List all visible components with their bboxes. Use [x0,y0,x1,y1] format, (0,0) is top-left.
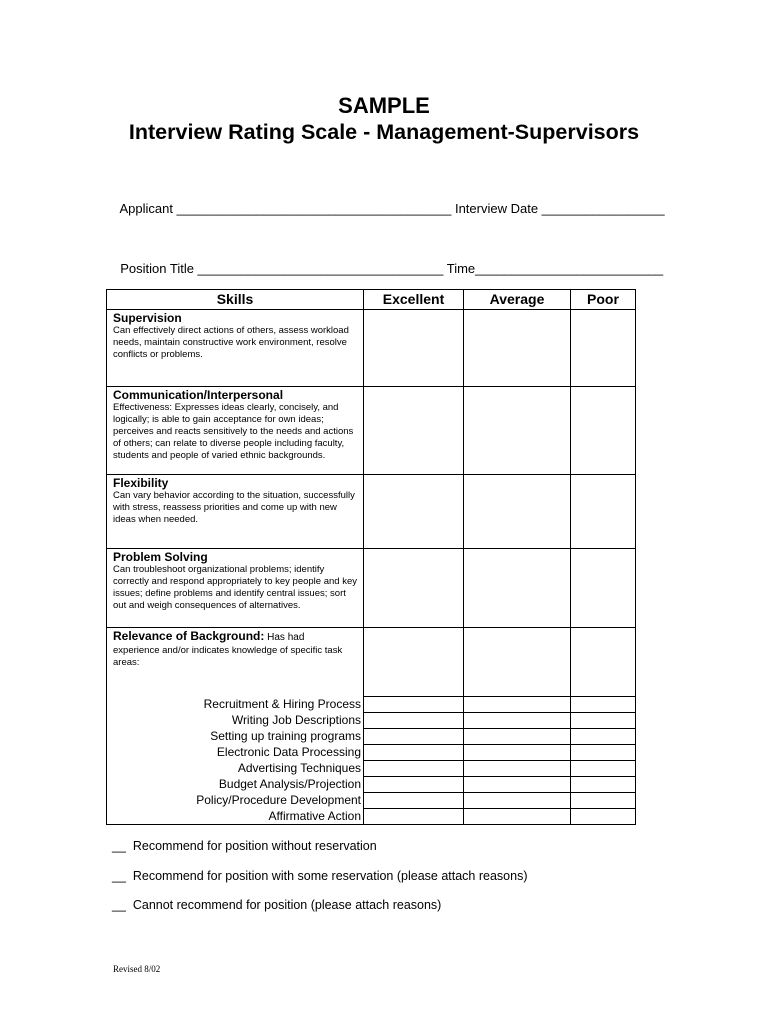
table-row [107,729,636,745]
excellent-cell[interactable] [364,777,464,793]
background-item-label: Recruitment & Hiring Process [107,697,364,713]
average-cell[interactable] [464,777,571,793]
skill-name: Flexibility [113,476,169,490]
time-field[interactable]: Time__________________________ [446,261,664,276]
skill-description: Effectiveness: Expresses ideas clearly, concisely, and logically; is able to gain acceptance for own ideas; perceives and reacts sensitively to the needs and actions of others; can relate to diverse people including faculty, students and people of varied ethnic backgrounds. [113,402,354,461]
average-cell[interactable] [464,809,571,825]
table-row-communication [107,387,636,475]
skill-cell [107,310,364,387]
excellent-cell[interactable] [364,809,464,825]
poor-cell[interactable] [571,793,636,809]
average-cell[interactable] [464,761,571,777]
excellent-cell[interactable] [364,549,464,628]
skill-name: Relevance of Background: [113,629,265,643]
average-cell[interactable] [464,310,571,387]
average-cell[interactable] [464,628,571,697]
applicant-field[interactable]: Applicant ______________________________________ [119,201,455,216]
poor-cell[interactable] [571,628,636,697]
background-item-label: Advertising Techniques [107,761,364,777]
table-row [107,761,636,777]
table-header-row [107,290,636,310]
skill-description: Can troubleshoot organizational problems; identify correctly and respond appropriately to key people and key issues; define problems and identify central issues; sort out and weigh consequences of alternatives. [113,564,357,611]
average-cell[interactable] [464,793,571,809]
skill-description-part1: Has had [264,632,305,643]
table-row-supervision [107,310,636,387]
document-title-block [0,92,768,146]
excellent-cell[interactable] [364,793,464,809]
table-row [107,697,636,713]
recommend-without-reservation[interactable]: __ Recommend for position without reservation [112,839,377,853]
poor-cell[interactable] [571,387,636,475]
background-item-label: Policy/Procedure Development [107,793,364,809]
excellent-header: Excellent [364,290,464,310]
background-item-label: Writing Job Descriptions [107,713,364,729]
average-cell[interactable] [464,745,571,761]
excellent-cell[interactable] [364,761,464,777]
average-header: Average [464,290,571,310]
average-cell[interactable] [464,549,571,628]
poor-cell[interactable] [571,713,636,729]
poor-cell[interactable] [571,809,636,825]
excellent-cell[interactable] [364,387,464,475]
table-row-background [107,628,636,697]
poor-cell[interactable] [571,729,636,745]
excellent-cell[interactable] [364,310,464,387]
table-row [107,713,636,729]
poor-cell[interactable] [571,761,636,777]
background-item-label: Electronic Data Processing [107,745,364,761]
skill-name: Supervision [113,311,182,325]
background-item-label: Affirmative Action [107,809,364,825]
table-row-problem-solving [107,549,636,628]
skill-name: Communication/Interpersonal [113,388,284,402]
table-row [107,777,636,793]
interview-date-field[interactable]: Interview Date _________________ [454,201,665,216]
applicant-row [113,185,665,217]
skill-cell [107,475,364,549]
background-item-label: Budget Analysis/Projection [107,777,364,793]
excellent-cell[interactable] [364,713,464,729]
table-row [107,793,636,809]
skill-name-with-desc [113,629,357,645]
excellent-cell[interactable] [364,729,464,745]
cannot-recommend[interactable]: __ Cannot recommend for position (please attach reasons) [112,898,442,912]
poor-cell[interactable] [571,475,636,549]
average-cell[interactable] [464,475,571,549]
recommend-with-reservation[interactable]: __ Recommend for position with some reservation (please attach reasons) [112,869,528,883]
skills-header: Skills [107,290,364,310]
skill-description: experience and/or indicates knowledge of specific task areas: [113,645,343,668]
excellent-cell[interactable] [364,697,464,713]
rating-table [106,289,636,825]
table-row-flexibility [107,475,636,549]
average-cell[interactable] [464,729,571,745]
average-cell[interactable] [464,697,571,713]
poor-cell[interactable] [571,697,636,713]
excellent-cell[interactable] [364,745,464,761]
poor-cell[interactable] [571,310,636,387]
skill-cell [107,387,364,475]
poor-header: Poor [571,290,636,310]
revision-note: Revised 8/02 [113,964,161,974]
sample-heading: SAMPLE [338,93,430,118]
poor-cell[interactable] [571,745,636,761]
poor-cell[interactable] [571,549,636,628]
skill-cell [107,628,364,697]
background-item-label: Setting up training programs [107,729,364,745]
skill-description: Can effectively direct actions of others, assess workload needs, maintain constructive work environment, resolve conflicts or problems. [113,325,349,360]
excellent-cell[interactable] [364,475,464,549]
skill-description: Can vary behavior according to the situation, successfully with stress, reassess priorities and come up with new ideas when needed. [113,490,355,525]
poor-cell[interactable] [571,777,636,793]
skill-name: Problem Solving [113,550,208,564]
form-title: Interview Rating Scale - Management-Supervisors [128,120,640,144]
table-row [107,745,636,761]
position-title-field[interactable]: Position Title __________________________________ [120,261,447,276]
skill-cell [107,549,364,628]
average-cell[interactable] [464,387,571,475]
average-cell[interactable] [464,713,571,729]
excellent-cell[interactable] [364,628,464,697]
position-row [113,245,663,277]
table-row [107,809,636,825]
